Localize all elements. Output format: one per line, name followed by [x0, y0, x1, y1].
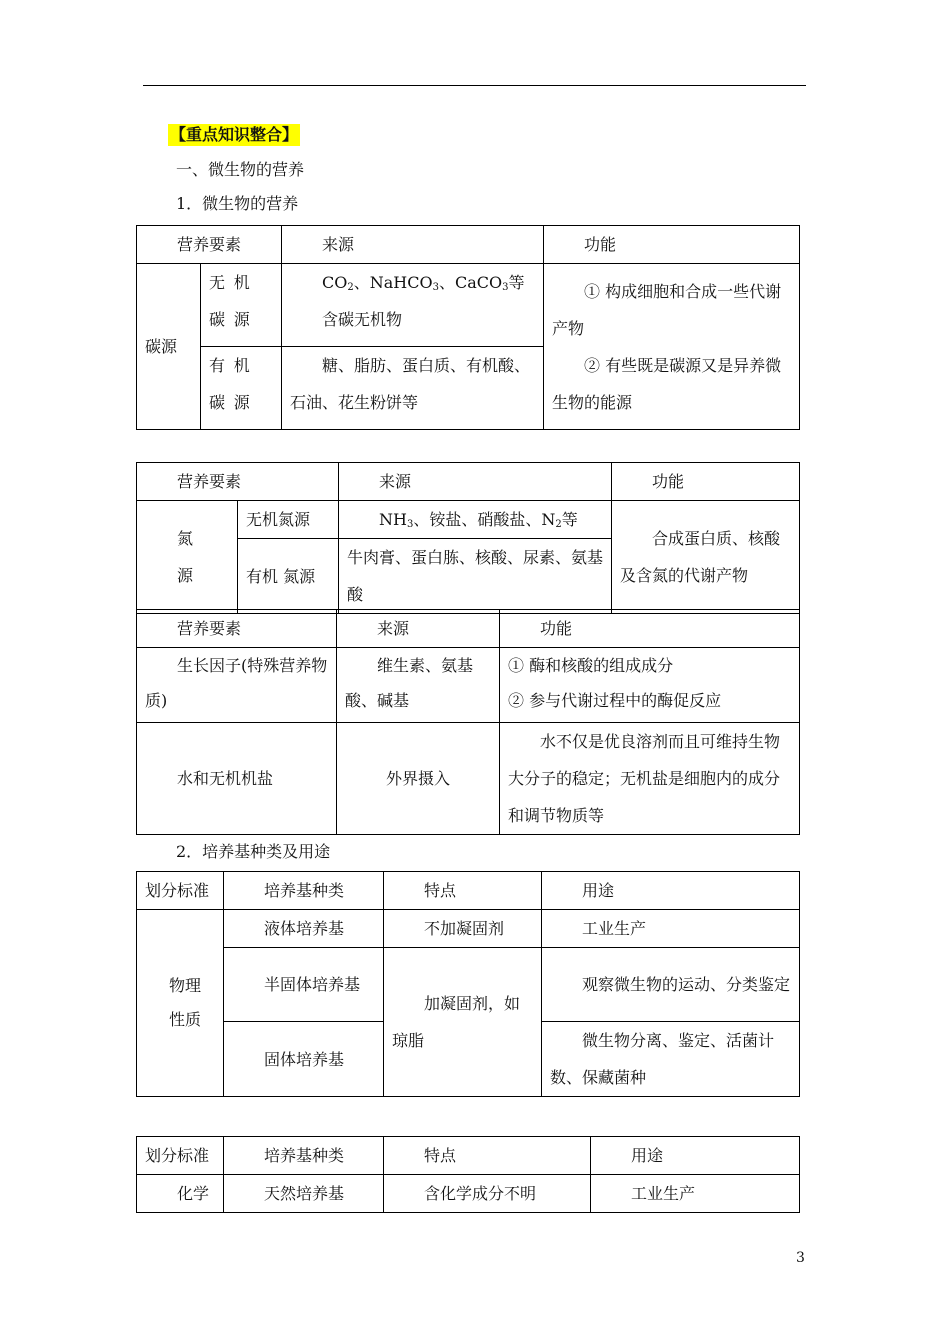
medium-chemical-table: [136, 1136, 800, 1213]
header-function: 功能: [500, 610, 800, 648]
liquid-medium: 液体培养基: [224, 910, 384, 948]
header-element: 营养要素: [137, 226, 282, 264]
natural-use: 工业生产: [591, 1175, 800, 1213]
carbon-source-table: [136, 225, 800, 430]
growth-factor-function: ① 酶和核酸的组成成分 ② 参与代谢过程中的酶促反应: [500, 648, 800, 723]
natural-medium: 天然培养基: [224, 1175, 384, 1213]
header-function: 功能: [544, 226, 800, 264]
header-source: 来源: [282, 226, 544, 264]
liquid-use: 工业生产: [542, 910, 800, 948]
header-element: 营养要素: [137, 610, 337, 648]
subsection-title-1: 1．微生物的营养: [176, 194, 299, 213]
semi-solid-use: 观察微生物的运动、分类鉴定: [542, 948, 800, 1022]
liquid-feature: 不加凝固剂: [384, 910, 542, 948]
growth-factor-label: 生长因子(特殊营养物质): [137, 648, 337, 723]
inorganic-nitrogen-source: $NH_3$、铵盐、硝酸盐、$N_2$等: [339, 501, 612, 539]
header-rule: [143, 85, 806, 86]
inorganic-carbon-source: $CO_2$、NaHCO$_3$、CaCO$_3$等含碳无机物: [282, 264, 544, 347]
header-criterion: 划分标准: [137, 1137, 224, 1175]
section-title: 一、微生物的营养: [176, 160, 305, 179]
header-feature: 特点: [384, 1137, 591, 1175]
header-criterion: 划分标准: [137, 872, 224, 910]
solid-use: 微生物分离、鉴定、活菌计数、保藏菌种: [542, 1022, 800, 1097]
organic-carbon-label: 有机碳源: [201, 347, 282, 430]
solid-medium: 固体培养基: [224, 1022, 384, 1097]
natural-feature: 含化学成分不明: [384, 1175, 591, 1213]
growth-factor-table: [136, 609, 800, 835]
nitrogen-group-label: 氮源: [137, 501, 238, 614]
inorganic-carbon-label: 无机碳源: [201, 264, 282, 347]
semi-solid-medium: 半固体培养基: [224, 948, 384, 1022]
carbon-function: ① 构成细胞和合成一些代谢产物 ② 有些既是碳源又是异养微生物的能源: [544, 264, 800, 430]
water-salt-function: 水不仅是优良溶剂而且可维持生物大分子的稳定；无机盐是细胞内的成分和调节物质等: [500, 723, 800, 835]
water-salt-label: 水和无机机盐: [137, 723, 337, 835]
medium-physical-table: [136, 871, 800, 1097]
header-use: 用途: [591, 1137, 800, 1175]
physical-criterion: 物理性质: [137, 910, 224, 1097]
inorganic-nitrogen-label: 无机氮源: [238, 501, 339, 539]
header-function: 功能: [612, 463, 800, 501]
header-feature: 特点: [384, 872, 542, 910]
header-kind: 培养基种类: [224, 872, 384, 910]
subsection-title-2: 2．培养基种类及用途: [176, 842, 331, 861]
organic-nitrogen-source: 牛肉膏、蛋白胨、核酸、尿素、氨基酸: [339, 539, 612, 614]
header-kind: 培养基种类: [224, 1137, 384, 1175]
organic-nitrogen-label: 有机 氮源: [238, 539, 339, 614]
organic-carbon-source: 糖、脂肪、蛋白质、有机酸、石油、花生粉饼等: [282, 347, 544, 430]
nitrogen-source-table: [136, 462, 800, 614]
header-source: 来源: [339, 463, 612, 501]
key-knowledge-heading: 【重点知识整合】: [170, 125, 299, 144]
nitrogen-function: 合成蛋白质、核酸及含氮的代谢产物: [612, 501, 800, 614]
header-source: 来源: [337, 610, 500, 648]
header-use: 用途: [542, 872, 800, 910]
water-salt-source: 外界摄入: [337, 723, 500, 835]
header-element: 营养要素: [137, 463, 339, 501]
carbon-group-label: 碳源: [137, 264, 201, 430]
solid-feature: 加凝固剂，如琼脂: [384, 948, 542, 1097]
page-number: 3: [796, 1250, 805, 1266]
chemical-criterion: 化学: [137, 1175, 224, 1213]
growth-factor-source: 维生素、氨基酸、碱基: [337, 648, 500, 723]
